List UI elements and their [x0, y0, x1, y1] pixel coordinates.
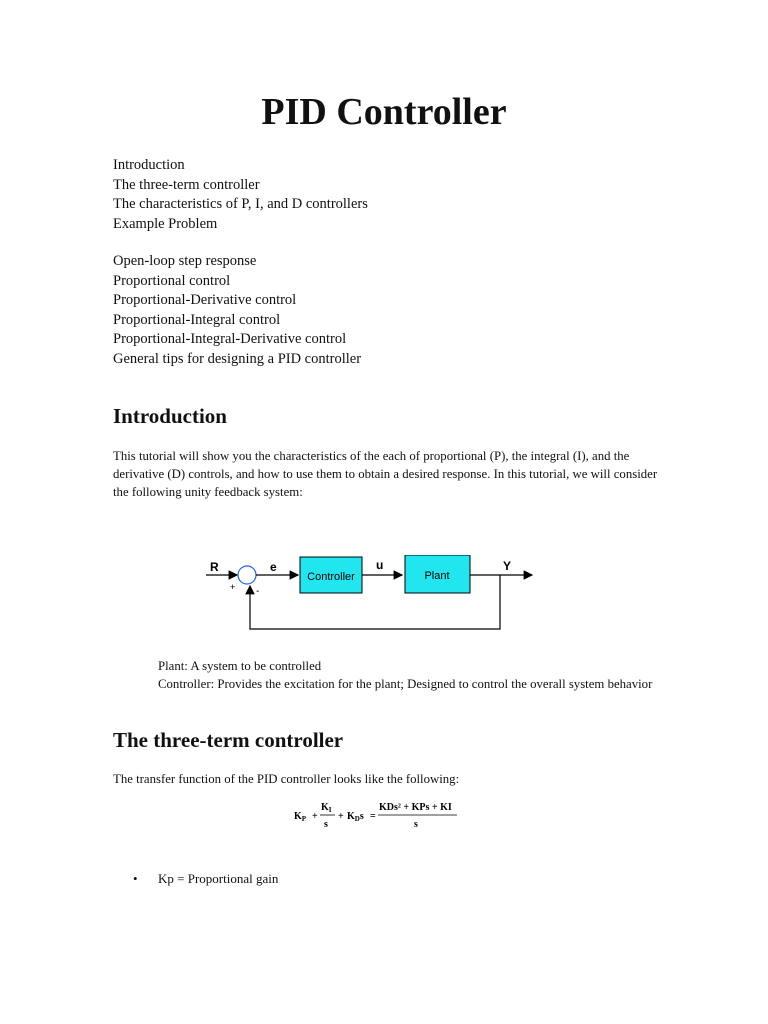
- page-title: PID Controller: [261, 91, 507, 133]
- plant-definition: Plant: A system to be controlled: [158, 659, 322, 673]
- ki-denominator: s: [324, 819, 328, 830]
- pid-transfer-function: [290, 796, 470, 836]
- bullet-icon: •: [133, 871, 138, 886]
- toc-link-pi[interactable]: Proportional-Integral control: [113, 311, 281, 328]
- control-signal-label: u: [376, 558, 384, 572]
- toc-link-introduction[interactable]: Introduction: [113, 157, 185, 173]
- diagram-definitions: [158, 657, 658, 693]
- toc-link-characteristics[interactable]: The characteristics of P, I, and D controllers: [113, 196, 368, 212]
- toc-link-tips[interactable]: General tips for designing a PID controller: [113, 350, 362, 367]
- toc-link-p[interactable]: Proportional control: [113, 272, 231, 289]
- minus-sign-label: -: [256, 586, 260, 597]
- toc-link-pd[interactable]: Proportional-Derivative control: [113, 292, 297, 308]
- introduction-paragraph: This tutorial will show you the characteristics of the each of proportional (P), the integral (I), and the derivative (D) controls, and how to use them to obtain a desired response. In this tutorial, we will consider the following unity feedback system:: [113, 449, 658, 499]
- three-term-heading: The three-term controller: [113, 728, 344, 752]
- toc-item: [113, 272, 361, 292]
- transfer-function-paragraph: The transfer function of the PID controller looks like the following:: [113, 772, 460, 786]
- feedback-block-diagram: [200, 555, 545, 640]
- toc-list-example-steps: [113, 252, 361, 369]
- list-item: [113, 871, 278, 887]
- controller-label: Controller: [307, 571, 355, 583]
- denominator: s: [414, 819, 418, 830]
- toc-link-open-loop[interactable]: Open-loop step response: [113, 253, 257, 269]
- toc-item: [113, 195, 368, 215]
- plus-operator: +: [312, 811, 318, 822]
- toc-list-sections: [113, 156, 368, 234]
- plant-label: Plant: [424, 570, 450, 582]
- summing-junction: [238, 566, 256, 584]
- output-label: Y: [503, 559, 512, 573]
- introduction-heading: Introduction: [113, 404, 227, 428]
- toc-item: [113, 156, 368, 176]
- toc-item: [113, 252, 361, 272]
- input-label: R: [210, 560, 219, 574]
- kp-term: $K_P$: [294, 811, 307, 823]
- toc-item: [113, 291, 361, 311]
- plus-sign-label: +: [230, 582, 236, 592]
- toc-item: [113, 311, 361, 331]
- toc-item: [113, 330, 361, 350]
- kd-term: $K_Ds$: [347, 811, 364, 823]
- toc-link-three-term[interactable]: The three-term controller: [113, 176, 260, 193]
- error-label: e: [270, 560, 277, 574]
- numerator: KDs² + KPs + KI: [379, 802, 452, 813]
- list-item-text: Kp = Proportional gain: [158, 871, 279, 886]
- equals-operator: =: [370, 811, 376, 822]
- gain-bullet-list: [113, 871, 278, 887]
- toc-item: [113, 350, 361, 370]
- toc-link-example[interactable]: Example Problem: [113, 215, 218, 232]
- controller-definition: Controller: Provides the excitation for the plant; Designed to control the overall system behavior: [158, 677, 653, 691]
- plus-operator: +: [338, 811, 344, 822]
- ki-term: $K_I$: [321, 802, 332, 814]
- toc-item: [113, 215, 368, 235]
- toc-link-pid[interactable]: Proportional-Integral-Derivative control: [113, 331, 347, 347]
- toc-item: [113, 176, 368, 196]
